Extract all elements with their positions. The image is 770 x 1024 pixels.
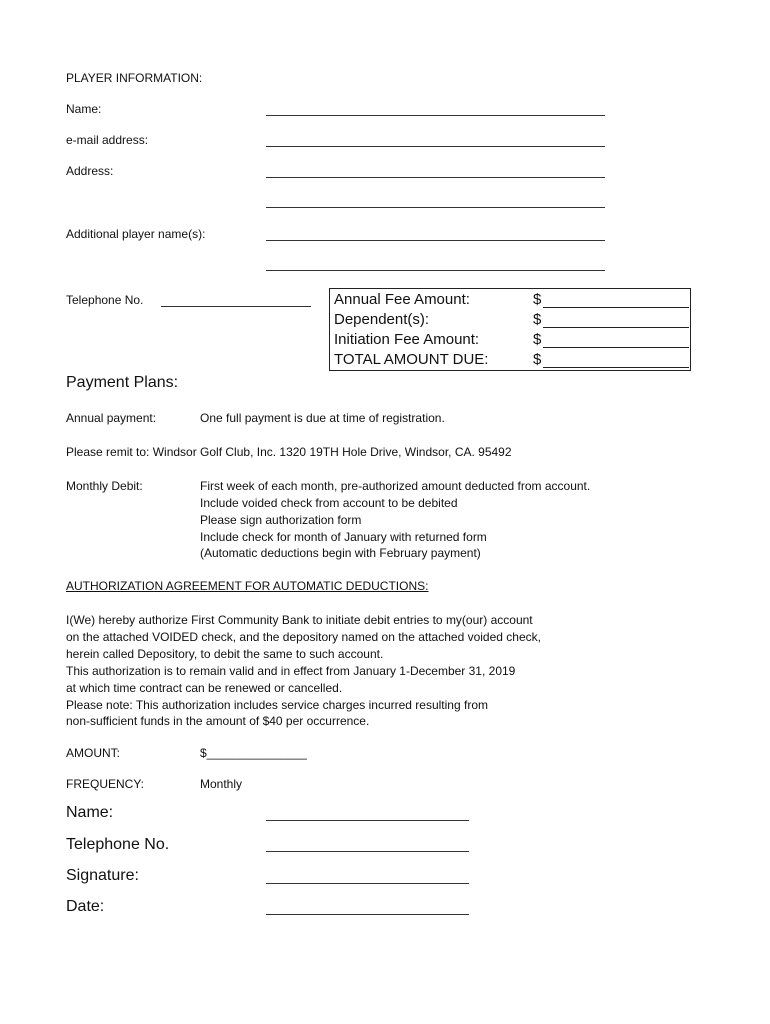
- email-field[interactable]: [266, 146, 605, 147]
- additional-player-field-2[interactable]: [266, 270, 605, 271]
- authorization-paragraph-line: herein called Depository, to debit the same to such account.: [66, 647, 384, 661]
- amount-label: AMOUNT:: [66, 746, 120, 760]
- total-due-dollar: $: [533, 351, 542, 368]
- auth-signature-field[interactable]: [266, 883, 469, 884]
- player-info-heading: PLAYER INFORMATION:: [66, 71, 203, 85]
- monthly-debit-label: Monthly Debit:: [66, 479, 143, 493]
- remit-text: Please remit to: Windsor Golf Club, Inc. 1320 19TH Hole Drive, Windsor, CA. 95492: [66, 445, 512, 459]
- annual-fee-label: Annual Fee Amount:: [334, 291, 470, 308]
- auth-name-field[interactable]: [266, 820, 469, 821]
- dependents-field[interactable]: [543, 327, 689, 328]
- annual-fee-field[interactable]: [543, 307, 689, 308]
- address-field-line-2[interactable]: [266, 207, 605, 208]
- auth-telephone-field[interactable]: [266, 851, 469, 852]
- telephone-label: Telephone No.: [66, 293, 144, 307]
- authorization-paragraph-line: This authorization is to remain valid and in effect from January 1-December 31, 2019: [66, 664, 516, 678]
- authorization-paragraph-line: at which time contract can be renewed or cancelled.: [66, 681, 343, 695]
- annual-payment-text: One full payment is due at time of registration.: [200, 411, 445, 425]
- auth-date-label: Date:: [66, 898, 105, 915]
- monthly-debit-line: Include voided check from account to be debited: [200, 496, 458, 510]
- fee-summary-box: [329, 288, 691, 371]
- initiation-fee-dollar: $: [533, 331, 542, 348]
- annual-payment-label: Annual payment:: [66, 411, 157, 425]
- annual-fee-dollar: $: [533, 291, 542, 308]
- telephone-field[interactable]: [161, 306, 311, 307]
- frequency-label: FREQUENCY:: [66, 777, 145, 791]
- monthly-debit-line: First week of each month, pre-authorized amount deducted from account.: [200, 479, 591, 493]
- frequency-value: Monthly: [200, 777, 243, 791]
- auth-telephone-label: Telephone No.: [66, 836, 170, 853]
- auth-name-label: Name:: [66, 804, 114, 821]
- initiation-fee-label: Initiation Fee Amount:: [334, 331, 480, 348]
- authorization-paragraph-line: non-sufficient funds in the amount of $40 per occurrence.: [66, 714, 370, 728]
- monthly-debit-line: (Automatic deductions begin with February payment): [200, 546, 481, 560]
- dependents-dollar: $: [533, 311, 542, 328]
- dependents-label: Dependent(s):: [334, 311, 430, 328]
- email-label: e-mail address:: [66, 133, 149, 147]
- monthly-debit-line: Please sign authorization form: [200, 513, 362, 527]
- additional-player-field-1[interactable]: [266, 240, 605, 241]
- name-field[interactable]: [266, 115, 605, 116]
- payment-plans-heading: Payment Plans:: [66, 374, 179, 391]
- auth-date-field[interactable]: [266, 914, 469, 915]
- additional-player-label: Additional player name(s):: [66, 227, 206, 241]
- authorization-heading: AUTHORIZATION AGREEMENT FOR AUTOMATIC DEDUCTIONS:: [66, 579, 429, 593]
- amount-field[interactable]: $_______________: [200, 746, 307, 760]
- initiation-fee-field[interactable]: [543, 347, 689, 348]
- authorization-paragraph-line: Please note: This authorization includes service charges incurred resulting from: [66, 698, 488, 712]
- address-label: Address:: [66, 164, 114, 178]
- authorization-paragraph-line: I(We) hereby authorize First Community Bank to initiate debit entries to my(our) account: [66, 613, 533, 627]
- name-label: Name:: [66, 102, 102, 116]
- auth-signature-label: Signature:: [66, 867, 139, 884]
- monthly-debit-line: Include check for month of January with returned form: [200, 530, 487, 544]
- address-field-line-1[interactable]: [266, 177, 605, 178]
- total-due-label: TOTAL AMOUNT DUE:: [334, 351, 489, 368]
- authorization-paragraph-line: on the attached VOIDED check, and the depository named on the attached voided check,: [66, 630, 541, 644]
- total-due-field[interactable]: [543, 367, 689, 368]
